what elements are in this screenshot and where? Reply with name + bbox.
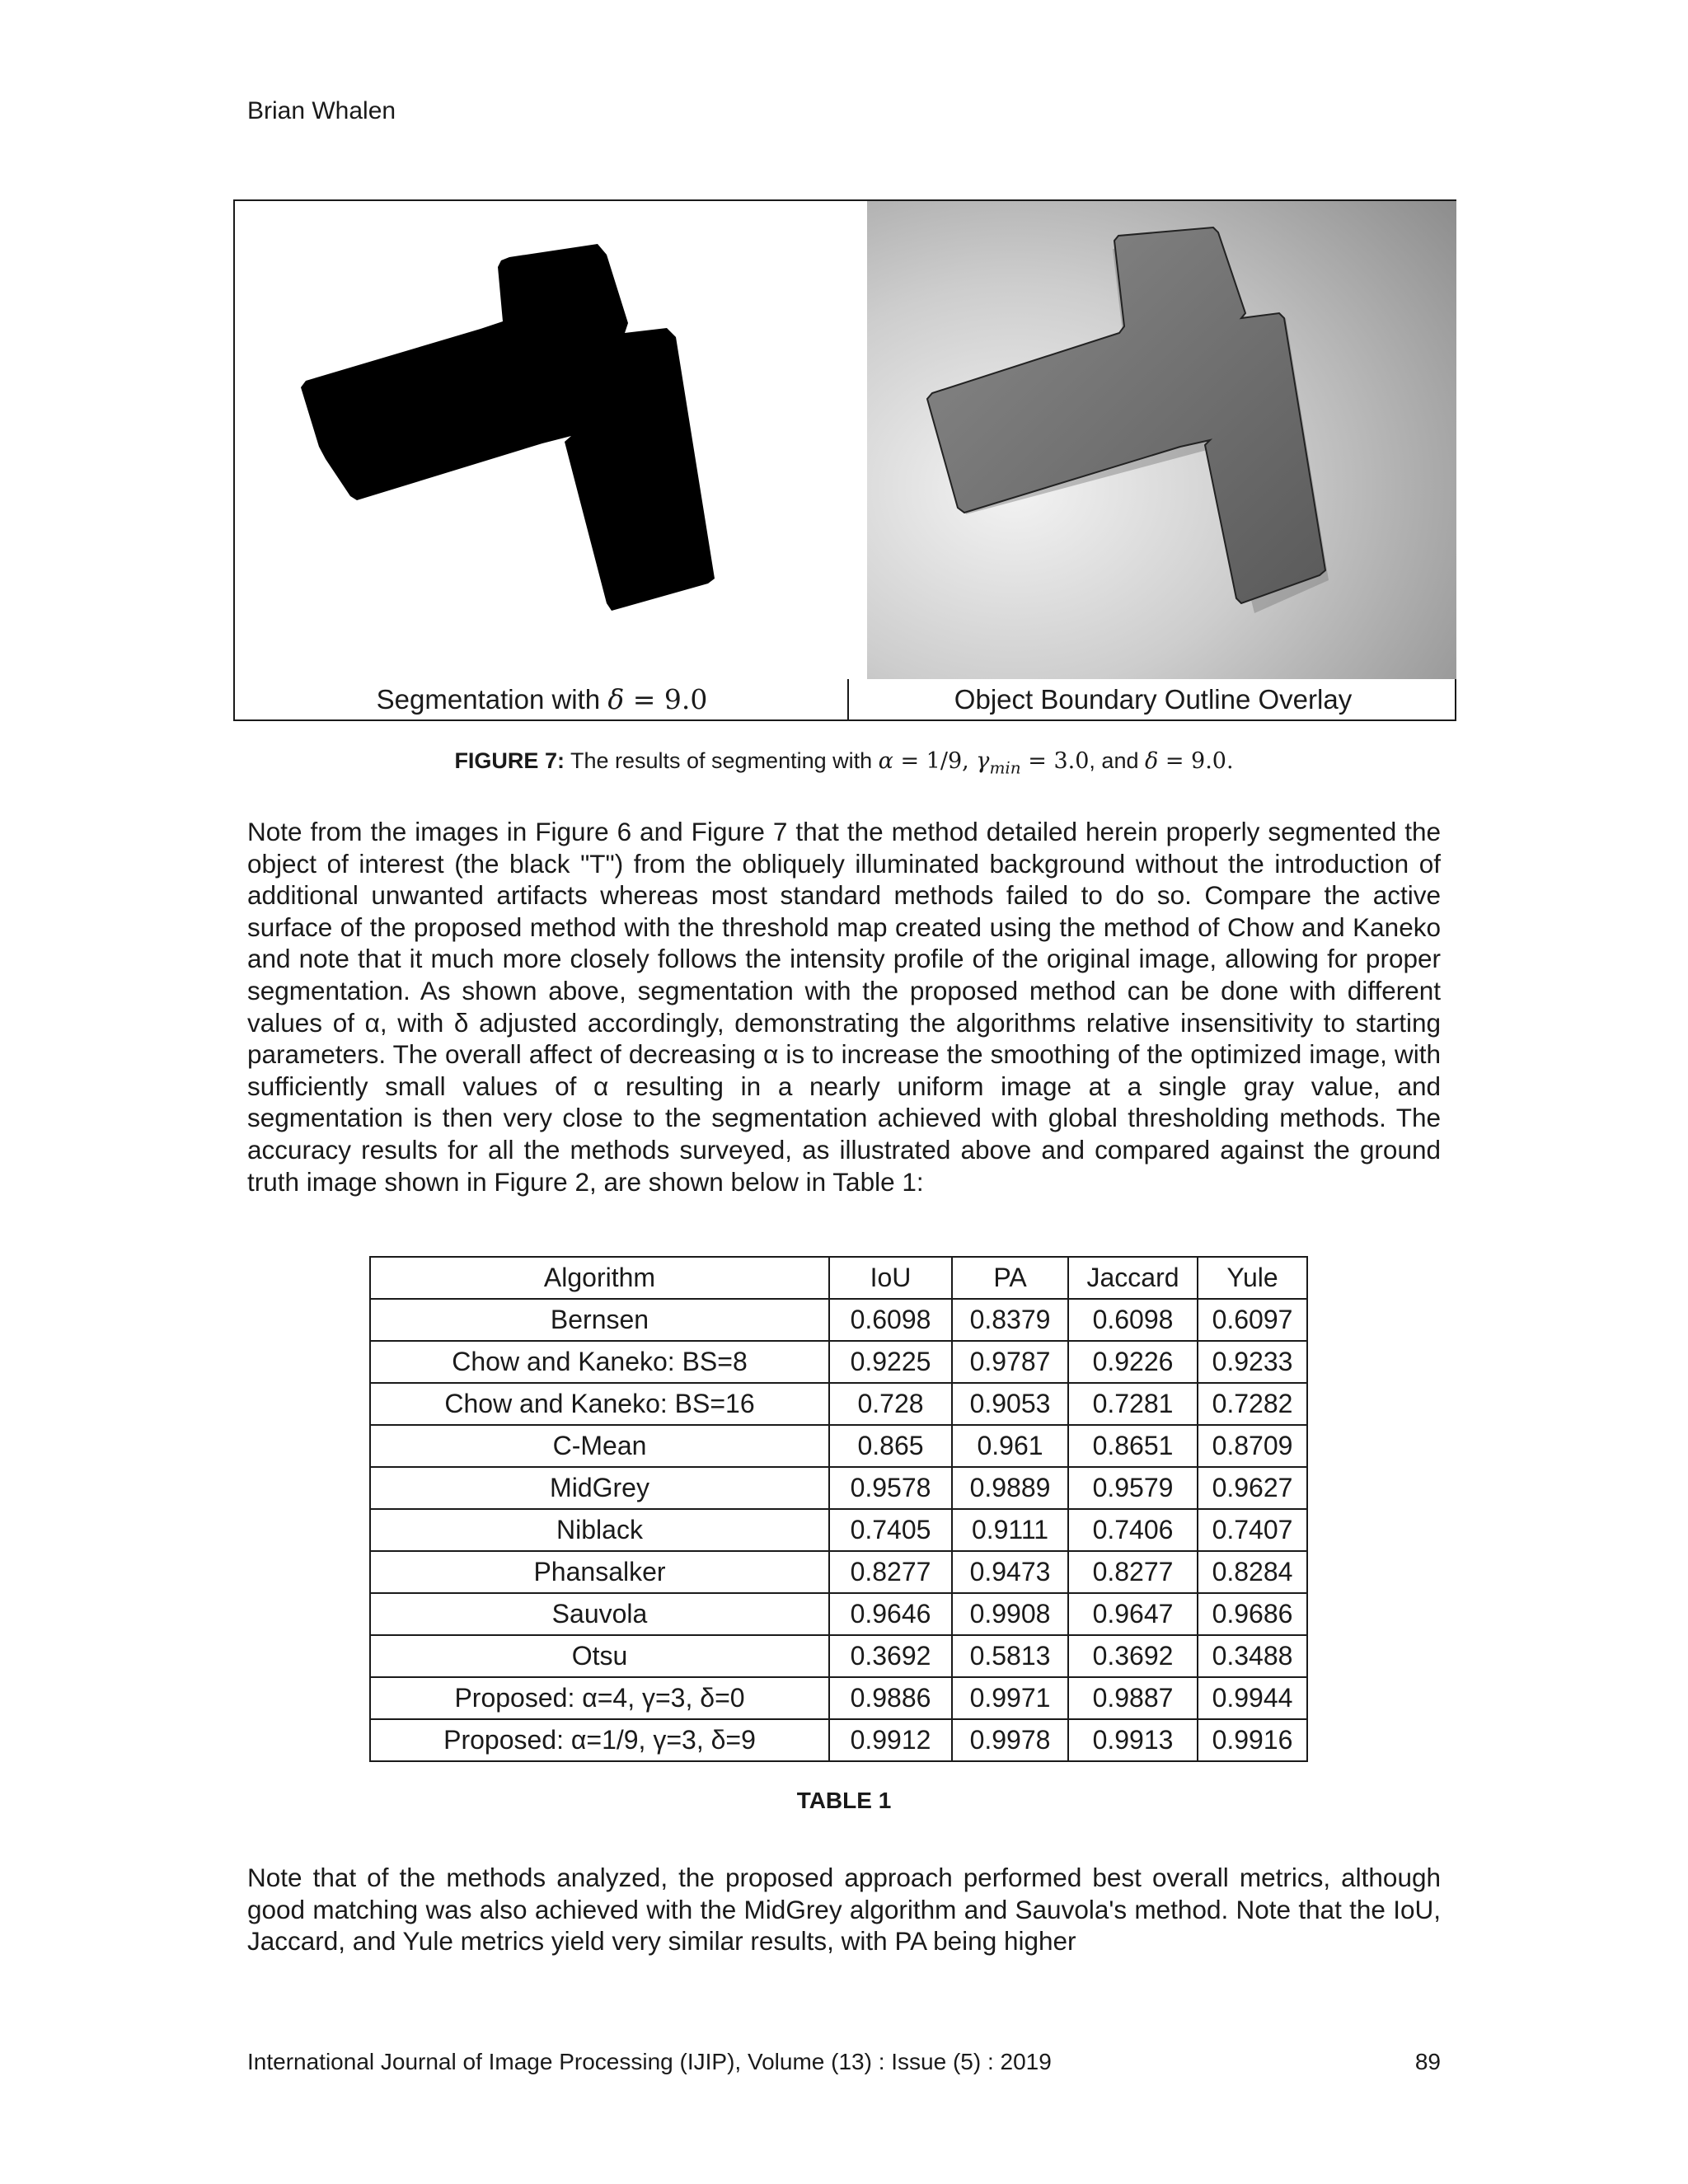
table-cell: 0.9627 xyxy=(1198,1467,1307,1509)
table-cell: 0.961 xyxy=(952,1425,1068,1467)
boundary-overlay-image xyxy=(867,201,1456,679)
table-cell: 0.8277 xyxy=(1068,1551,1198,1593)
table-row xyxy=(370,1509,1307,1551)
table-cell: 0.865 xyxy=(829,1425,952,1467)
table-row xyxy=(370,1425,1307,1467)
table-cell: 0.9908 xyxy=(952,1593,1068,1635)
table-cell: 0.9579 xyxy=(1068,1467,1198,1509)
table-cell: 0.8379 xyxy=(952,1299,1068,1341)
table-cell: Otsu xyxy=(370,1635,829,1677)
table-cell: 0.9646 xyxy=(829,1593,952,1635)
table-cell: 0.6098 xyxy=(829,1299,952,1341)
page-number: 89 xyxy=(1414,2049,1441,2074)
table-cell: Proposed: α=4, γ=3, δ=0 xyxy=(370,1677,829,1719)
table-row xyxy=(370,1593,1307,1635)
overlay-label: Object Boundary Outline Overlay xyxy=(954,684,1353,715)
table-cell: 0.9053 xyxy=(952,1383,1068,1425)
table-cell: 0.9886 xyxy=(829,1677,952,1719)
table-cell: Niblack xyxy=(370,1509,829,1551)
table-row xyxy=(370,1719,1307,1761)
table-cell: MidGrey xyxy=(370,1467,829,1509)
table-cell: 0.5813 xyxy=(952,1635,1068,1677)
table-row xyxy=(370,1551,1307,1593)
table-cell: 0.7282 xyxy=(1198,1383,1307,1425)
table-cell: 0.9578 xyxy=(829,1467,952,1509)
header-cell: Algorithm xyxy=(370,1257,829,1299)
table-row xyxy=(370,1467,1307,1509)
table-cell: Bernsen xyxy=(370,1299,829,1341)
table-cell: 0.9887 xyxy=(1068,1677,1198,1719)
figure-7 xyxy=(233,199,1456,721)
header-cell: Jaccard xyxy=(1068,1257,1198,1299)
table-cell: Chow and Kaneko: BS=16 xyxy=(370,1383,829,1425)
results-table xyxy=(369,1256,1308,1762)
table-cell: 0.3692 xyxy=(829,1635,952,1677)
table-cell: 0.9111 xyxy=(952,1509,1068,1551)
table-cell: 0.8284 xyxy=(1198,1551,1307,1593)
table-row xyxy=(370,1635,1307,1677)
table-header-row xyxy=(370,1257,1307,1299)
table-cell: 0.9916 xyxy=(1198,1719,1307,1761)
table-cell: 0.9944 xyxy=(1198,1677,1307,1719)
figure-caption: FIGURE 7: The results of segmenting with α = 1/9, $\gamma_{min} = 3.0$, and δ = 9.0. xyxy=(454,748,1234,778)
table-cell: 0.9225 xyxy=(829,1341,952,1383)
table-cell: 0.9912 xyxy=(829,1719,952,1761)
segmentation-label: Segmentation with δ = 9.0 xyxy=(376,683,708,715)
table-cell: 0.6097 xyxy=(1198,1299,1307,1341)
table-cell: 0.8277 xyxy=(829,1551,952,1593)
body-paragraph-1: Note from the images in Figure 6 and Figure 7 that the method detailed herein properly segmented the object of interest (the black "T") from the obliquely illuminated background without the introduction of additional unwanted artifacts whereas most standard methods failed to do so. Compare the active surface of the proposed method with the threshold map created using the method of Chow and Kaneko and note that it much more closely follows the intensity profile of the original image, allowing for proper segmentation. As shown above, segmentation with the proposed method can be done with different values of α, with δ adjusted accordingly, demonstrating the algorithms relative insensitivity to starting parameters. The overall affect of decreasing α is to increase the smoothing of the optimized image, with sufficiently small values of α resulting in a nearly uniform image at a single gray value, and segmentation is then very close to the segmentation achieved with global thresholding methods. The accuracy results for all the methods surveyed, as illustrated above and compared against the ground truth image shown in Figure 2, are shown below in Table 1: xyxy=(247,817,1441,1197)
header-cell: Yule xyxy=(1198,1257,1307,1299)
table-row xyxy=(370,1677,1307,1719)
table-cell: C-Mean xyxy=(370,1425,829,1467)
table-cell: 0.9233 xyxy=(1198,1341,1307,1383)
figure-caption-label: FIGURE 7: xyxy=(454,748,565,773)
table-cell: 0.9647 xyxy=(1068,1593,1198,1635)
table-cell: 0.9787 xyxy=(952,1341,1068,1383)
header-cell: IoU xyxy=(829,1257,952,1299)
table-row xyxy=(370,1299,1307,1341)
table-cell: 0.3692 xyxy=(1068,1635,1198,1677)
segmented-t-shape xyxy=(301,244,715,611)
header-cell: PA xyxy=(952,1257,1068,1299)
running-header-author: Brian Whalen xyxy=(247,97,396,124)
footer-journal-citation: International Journal of Image Processing (IJIP), Volume (13) : Issue (5) : 2019 xyxy=(247,2049,1052,2074)
table-row xyxy=(370,1341,1307,1383)
table-cell: 0.7281 xyxy=(1068,1383,1198,1425)
table-cell: 0.728 xyxy=(829,1383,952,1425)
table-cell: 0.9889 xyxy=(952,1467,1068,1509)
body-paragraph-2: Note that of the methods analyzed, the proposed approach performed best overall metrics, although good matching was also achieved with the MidGrey algorithm and Sauvola's method. Note that the IoU, Jaccard, and Yule metrics yield very similar results, with PA being higher xyxy=(247,1863,1441,1957)
table-cell: Proposed: α=1/9, γ=3, δ=9 xyxy=(370,1719,829,1761)
table-caption: TABLE 1 xyxy=(796,1788,892,1813)
table-cell: 0.9971 xyxy=(952,1677,1068,1719)
table-cell: 0.9686 xyxy=(1198,1593,1307,1635)
segmentation-result-image xyxy=(235,201,850,679)
table-cell: 0.6098 xyxy=(1068,1299,1198,1341)
table-cell: 0.9978 xyxy=(952,1719,1068,1761)
table-cell: 0.7405 xyxy=(829,1509,952,1551)
table-cell: 0.7406 xyxy=(1068,1509,1198,1551)
table-cell: 0.9473 xyxy=(952,1551,1068,1593)
table-row xyxy=(370,1383,1307,1425)
table-cell: Sauvola xyxy=(370,1593,829,1635)
table-cell: 0.9913 xyxy=(1068,1719,1198,1761)
table-cell: 0.7407 xyxy=(1198,1509,1307,1551)
table-cell: 0.3488 xyxy=(1198,1635,1307,1677)
table-cell: Phansalker xyxy=(370,1551,829,1593)
table-cell: Chow and Kaneko: BS=8 xyxy=(370,1341,829,1383)
table-cell: 0.9226 xyxy=(1068,1341,1198,1383)
table-cell: 0.8651 xyxy=(1068,1425,1198,1467)
table-cell: 0.8709 xyxy=(1198,1425,1307,1467)
